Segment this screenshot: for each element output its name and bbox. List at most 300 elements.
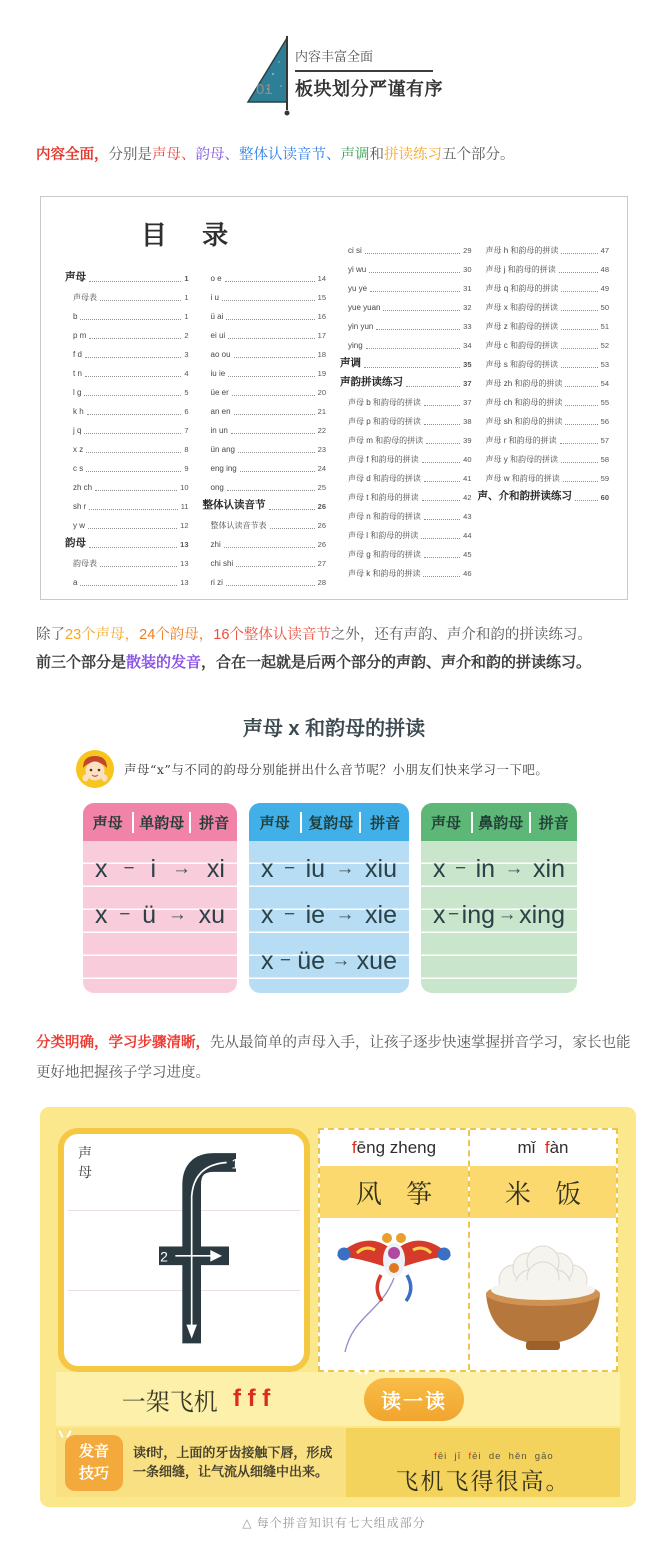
toc-entry-label: c s xyxy=(73,464,84,474)
chart-title: 声母 x 和韵母的拼读 xyxy=(242,718,426,740)
dotted-leader xyxy=(226,319,314,320)
sparkle-icon xyxy=(356,1367,370,1379)
toc-page-number: 37 xyxy=(463,379,472,389)
toc-page-number: 28 xyxy=(317,578,326,588)
toc-column-2 xyxy=(203,265,327,588)
toc-page-number: 32 xyxy=(463,303,472,313)
initial-label: 声母 xyxy=(78,1145,92,1180)
rice-bowl-image xyxy=(470,1220,616,1368)
text-segment: 散装的发音 xyxy=(126,654,202,671)
text-segment: 整体认读音节、 xyxy=(239,147,341,163)
text-segment: f f f xyxy=(232,1385,271,1412)
pinyin-segment: ēi de hěn gāo xyxy=(472,1451,554,1462)
toc-entry-label: 声母 y 和韵母的拼读 xyxy=(485,455,558,465)
toc-page-number: 27 xyxy=(317,559,326,569)
column-header: 复韵母 xyxy=(300,812,359,833)
kite-image xyxy=(321,1220,467,1368)
practice-strip xyxy=(56,1372,620,1426)
toc-entry-label: i u xyxy=(210,293,219,303)
toc-entry-label: chi shi xyxy=(210,559,234,569)
dotted-leader xyxy=(222,300,315,301)
toc-entry xyxy=(478,408,610,427)
text-segment: 内容全面， xyxy=(36,147,109,163)
toc-entry xyxy=(203,265,327,284)
pronunciation-tip-badge: 发音 技巧 xyxy=(65,1435,123,1491)
section-header xyxy=(243,34,463,120)
pinyin-table-compound-finals xyxy=(249,803,409,993)
dotted-leader xyxy=(424,424,460,425)
dotted-leader xyxy=(86,471,181,472)
toc-entry-label: 声母 s 和韵母的拼读 xyxy=(485,360,558,370)
svg-text:2: 2 xyxy=(160,1248,168,1265)
toc-page-number: 1 xyxy=(184,312,189,322)
text-segment: 拼读练习 xyxy=(384,147,442,163)
toc-page-number: 18 xyxy=(317,350,326,360)
toc-left-page xyxy=(65,215,340,588)
toc-page-number: 35 xyxy=(463,360,472,370)
toc-page-number: 17 xyxy=(317,331,326,341)
toc-title: 目 录 xyxy=(140,220,243,250)
toc-entry xyxy=(478,256,610,275)
toc-entry-label: 韵母 xyxy=(65,537,86,550)
toc-entry xyxy=(203,436,327,455)
column-header: 拼音 xyxy=(189,812,237,833)
toc-figure xyxy=(40,196,628,600)
text-segment: 前三个部分是 xyxy=(36,654,127,671)
toc-entry xyxy=(478,332,610,351)
toc-entry xyxy=(340,294,472,313)
dotted-leader xyxy=(224,547,315,548)
toc-page-number: 7 xyxy=(184,426,189,436)
pinyin-row: x − ü → xu xyxy=(95,900,225,929)
toc-page-number: 26 xyxy=(317,502,326,512)
read-aloud-button: 读一读 xyxy=(364,1378,464,1421)
text-segment: 韵母、 xyxy=(195,147,239,163)
dotted-leader xyxy=(87,414,182,415)
toc-page-number: 19 xyxy=(317,369,326,379)
dotted-leader xyxy=(561,367,598,368)
toc-entry xyxy=(340,370,472,389)
dotted-leader xyxy=(234,414,315,415)
toc-page-number: 59 xyxy=(600,474,609,484)
text-segment: 除了 xyxy=(36,627,65,643)
toc-page-number: 14 xyxy=(317,274,326,284)
toc-entry-label: ün ang xyxy=(210,445,235,455)
toc-entry-label: 整体认读音节 xyxy=(202,499,266,512)
dotted-leader xyxy=(100,566,177,567)
toc-page-number: 58 xyxy=(600,455,609,465)
dotted-leader xyxy=(86,452,181,453)
dotted-leader xyxy=(565,405,597,406)
textbook-page-figure xyxy=(40,1107,636,1507)
toc-entry xyxy=(340,389,472,408)
dotted-leader xyxy=(561,348,598,349)
toc-entry xyxy=(340,408,472,427)
toc-entry xyxy=(203,303,327,322)
dotted-leader xyxy=(422,500,460,501)
column-header: 拼音 xyxy=(529,812,577,833)
dotted-leader xyxy=(365,253,460,254)
toc-entry xyxy=(203,341,327,360)
header-divider xyxy=(295,70,433,72)
figure-caption: △ 每个拼音知识有七大组成部分 xyxy=(242,1516,426,1530)
toc-page-number: 54 xyxy=(600,379,609,389)
dotted-leader xyxy=(227,490,315,491)
toc-page-number: 49 xyxy=(600,284,609,294)
dotted-leader xyxy=(80,585,177,586)
toc-page-number: 8 xyxy=(184,445,189,455)
text-segment: ，合在一起就是后两个部分的声韵、声介和韵的拼读练习。 xyxy=(201,654,592,671)
vocab-pinyin xyxy=(320,1130,468,1166)
intro-paragraph xyxy=(36,144,642,166)
toc-entry-label: a xyxy=(73,578,78,588)
dotted-leader xyxy=(561,291,597,292)
toc-page-number: 50 xyxy=(600,303,609,313)
column-header: 单韵母 xyxy=(132,812,189,833)
dotted-leader xyxy=(84,395,181,396)
toc-entry-label: 声母 g 和韵母的拼读 xyxy=(348,550,421,560)
dotted-leader xyxy=(366,348,460,349)
dotted-leader xyxy=(561,462,598,463)
toc-entry-label: 声、介和韵拼读练习 xyxy=(477,490,572,503)
text-segment: 和 xyxy=(369,147,384,163)
dotted-leader xyxy=(561,310,598,311)
dotted-leader xyxy=(100,300,181,301)
toc-entry-label: 声母 c 和韵母的拼读 xyxy=(485,341,558,351)
text-segment: 分类明确，学习步骤清晰， xyxy=(36,1035,210,1051)
dotted-leader xyxy=(228,338,314,339)
dotted-leader xyxy=(406,386,460,387)
toc-page-number: 29 xyxy=(463,246,472,256)
toc-entry-label: p m xyxy=(73,331,87,341)
toc-entry xyxy=(340,237,472,256)
dotted-leader xyxy=(426,443,460,444)
toc-entry-label: y w xyxy=(73,521,85,531)
pinyin-segment: f xyxy=(544,1138,550,1157)
toc-entry xyxy=(340,313,472,332)
toc-entry xyxy=(478,427,610,446)
toc-entry-label: 声母 x 和韵母的拼读 xyxy=(485,303,558,313)
toc-entry xyxy=(65,455,189,474)
text-segment: 之外，还有声韵、声介和韵的拼读练习。 xyxy=(330,627,592,643)
toc-page-number: 16 xyxy=(317,312,326,322)
text-segment: 先从最简单的声母入手，让孩子逐步快速掌握拼音学习，家长也能更好地把握孩子学习进度。 xyxy=(36,1035,631,1081)
toc-entry-label: 声母 xyxy=(65,271,86,284)
toc-entry xyxy=(65,512,189,531)
toc-entry xyxy=(340,522,472,541)
dotted-leader xyxy=(225,281,315,282)
toc-page-number: 13 xyxy=(180,578,189,588)
toc-entry xyxy=(65,322,189,341)
toc-page-number: 2 xyxy=(184,331,189,341)
toc-entry-label: eng ing xyxy=(210,464,237,474)
toc-entry-label: 声调 xyxy=(340,357,361,370)
toc-entry-label: 声母 p 和韵母的拼读 xyxy=(348,417,421,427)
dotted-leader xyxy=(424,405,460,406)
toc-entry xyxy=(65,550,189,569)
toc-entry xyxy=(65,284,189,303)
flag-icon xyxy=(243,34,291,118)
toc-page-number: 26 xyxy=(317,540,326,550)
toc-entry-label: 整体认读音节表 xyxy=(210,521,267,531)
column-header: 鼻韵母 xyxy=(471,812,529,833)
vocab-hanzi: 米 饭 xyxy=(470,1166,616,1218)
toc-page-number: 33 xyxy=(463,322,472,332)
text-segment: 声调 xyxy=(340,147,370,163)
toc-entry-label: 声母 ch 和韵母的拼读 xyxy=(485,398,563,408)
toc-entry-label: ri zi xyxy=(210,578,223,588)
sparkle-icon xyxy=(58,1430,72,1442)
dotted-leader xyxy=(84,433,181,434)
toc-page-number: 43 xyxy=(463,512,472,522)
dotted-leader xyxy=(424,481,460,482)
dotted-leader xyxy=(89,338,181,339)
dotted-leader xyxy=(240,471,315,472)
toc-entry-label: 声母 sh 和韵母的拼读 xyxy=(485,417,563,427)
toc-page-number: 37 xyxy=(463,398,472,408)
letter-panel xyxy=(58,1128,310,1372)
vocab-cell-rice xyxy=(468,1130,616,1370)
pinyin-table-nasal-finals xyxy=(421,803,577,993)
toc-entry xyxy=(340,275,472,294)
toc-entry xyxy=(340,256,472,275)
column-header: 声母 xyxy=(430,814,461,832)
toc-entry xyxy=(478,313,610,332)
toc-page-number: 26 xyxy=(317,521,326,531)
toc-page-number: 10 xyxy=(180,483,189,493)
pronunciation-tip xyxy=(56,1428,346,1497)
dotted-leader xyxy=(424,557,460,558)
pinyin-row: x − iu → xiu xyxy=(261,854,397,883)
dotted-leader xyxy=(369,272,460,273)
toc-page-number: 21 xyxy=(317,407,326,417)
toc-right-page xyxy=(340,215,615,585)
toc-entry xyxy=(65,436,189,455)
toc-entry xyxy=(203,550,327,569)
dotted-leader xyxy=(364,367,460,368)
pinyin-segment: ēi jī xyxy=(437,1451,469,1462)
toc-entry-label: 声母 j 和韵母的拼读 xyxy=(485,265,556,275)
toc-page-number: 40 xyxy=(463,455,472,465)
pinyin-table-single-finals xyxy=(83,803,237,993)
toc-entry xyxy=(65,493,189,512)
bottom-strip xyxy=(56,1428,620,1497)
toc-entry xyxy=(340,484,472,503)
dotted-leader xyxy=(270,528,315,529)
toc-column-4 xyxy=(478,237,610,585)
toc-entry xyxy=(203,493,327,512)
toc-entry xyxy=(203,322,327,341)
dotted-leader xyxy=(231,433,315,434)
toc-entry-label: o e xyxy=(210,274,222,284)
toc-page-number: 41 xyxy=(463,474,472,484)
toc-page-number: 1 xyxy=(184,293,189,303)
toc-entry-label: 声母 t 和韵母的拼读 xyxy=(348,493,419,503)
pinyin-segment: mǐ xyxy=(517,1138,545,1157)
chart-intro-text: 声母“x”与不同的韵母分别能拼出什么音节呢？小朋友们快来学习一下吧。 xyxy=(124,762,549,777)
text-segment: 五个部分。 xyxy=(442,147,515,163)
vocab-cell-kite xyxy=(320,1130,468,1370)
toc-page-number: 57 xyxy=(600,436,609,446)
dotted-leader xyxy=(238,452,315,453)
dotted-leader xyxy=(89,281,181,282)
toc-entry xyxy=(203,474,327,493)
toc-entry-label: 声母 f 和韵母的拼读 xyxy=(348,455,419,465)
dotted-leader xyxy=(234,357,315,358)
column-header: 声母 xyxy=(92,814,123,832)
toc-page-number: 44 xyxy=(463,531,472,541)
dotted-leader xyxy=(565,424,597,425)
girl-avatar-icon xyxy=(76,750,114,788)
dotted-leader xyxy=(561,329,598,330)
dotted-leader xyxy=(376,329,460,330)
toc-entry xyxy=(203,284,327,303)
toc-page-number: 22 xyxy=(317,426,326,436)
dotted-leader xyxy=(422,462,460,463)
text-segment: 一架飞机 xyxy=(121,1387,233,1416)
letter-f-stroke-order xyxy=(124,1142,264,1358)
dotted-leader xyxy=(561,253,597,254)
dotted-leader xyxy=(232,395,315,396)
sentence-pinyin xyxy=(412,1429,553,1462)
toc-entry-label: 声母 zh 和韵母的拼读 xyxy=(485,379,563,389)
column-header: 拼音 xyxy=(359,812,409,833)
toc-page-number: 3 xyxy=(184,350,189,360)
toc-entry-label: 声母 d 和韵母的拼读 xyxy=(348,474,421,484)
toc-entry xyxy=(478,465,610,484)
classification-paragraph xyxy=(36,1028,642,1088)
toc-entry-label: 声母 n 和韵母的拼读 xyxy=(348,512,421,522)
toc-page-number: 5 xyxy=(184,388,189,398)
toc-entry-label: ao ou xyxy=(210,350,231,360)
dotted-leader xyxy=(370,291,460,292)
toc-entry-label: iu ie xyxy=(210,369,226,379)
toc-entry-label: x z xyxy=(73,445,84,455)
svg-text:1: 1 xyxy=(231,1155,240,1172)
toc-page-number: 55 xyxy=(600,398,609,408)
toc-entry xyxy=(203,417,327,436)
toc-entry-label: zhi xyxy=(210,540,221,550)
toc-entry-label: 声韵拼读练习 xyxy=(340,376,403,389)
toc-column-3 xyxy=(340,237,472,585)
toc-entry xyxy=(340,465,472,484)
toc-entry-label: t n xyxy=(73,369,82,379)
text-segment: 23个声母， xyxy=(65,627,140,643)
toc-entry-label: yue yuan xyxy=(348,303,381,313)
toc-page-number: 39 xyxy=(463,436,472,446)
dotted-leader xyxy=(269,509,315,510)
vocab-hanzi: 风 筝 xyxy=(320,1166,468,1218)
toc-entry xyxy=(340,351,472,370)
toc-entry xyxy=(65,569,189,588)
toc-entry xyxy=(340,427,472,446)
toc-entry-label: f d xyxy=(73,350,82,360)
dotted-leader xyxy=(565,386,597,387)
toc-page-number: 13 xyxy=(180,559,189,569)
toc-page-number: 47 xyxy=(600,246,609,256)
dotted-leader xyxy=(85,357,181,358)
toc-entry xyxy=(478,294,610,313)
toc-page-number: 48 xyxy=(600,265,609,275)
toc-entry-label: j q xyxy=(73,426,82,436)
text-segment: 16个整体认读音节 xyxy=(213,627,331,643)
toc-entry xyxy=(340,541,472,560)
dotted-leader xyxy=(559,272,598,273)
summary-paragraph-line1 xyxy=(36,624,642,646)
toc-entry xyxy=(65,379,189,398)
toc-page-number: 31 xyxy=(463,284,472,294)
text-segment: 24个韵母， xyxy=(139,627,214,643)
toc-entry xyxy=(478,484,610,503)
toc-page-number: 12 xyxy=(180,521,189,531)
toc-entry xyxy=(203,455,327,474)
dotted-leader xyxy=(575,500,598,501)
toc-entry xyxy=(65,531,189,550)
toc-entry xyxy=(65,265,189,284)
toc-page-number: 34 xyxy=(463,341,472,351)
column-header: 声母 xyxy=(259,814,290,832)
dotted-leader xyxy=(89,547,177,548)
toc-entry-label: zh ch xyxy=(73,483,93,493)
toc-entry xyxy=(478,370,610,389)
toc-entry-label: 声母 r 和韵母的拼读 xyxy=(485,436,557,446)
dotted-leader xyxy=(80,319,181,320)
dotted-leader xyxy=(226,585,315,586)
toc-page-number: 25 xyxy=(317,483,326,493)
toc-entry-label: 声母 k 和韵母的拼读 xyxy=(348,569,421,579)
toc-entry-label: 声母 b 和韵母的拼读 xyxy=(348,398,421,408)
toc-entry xyxy=(478,275,610,294)
toc-entry-label: k h xyxy=(73,407,84,417)
practice-phrase xyxy=(56,1372,336,1426)
toc-entry xyxy=(203,512,327,531)
dotted-leader xyxy=(88,528,177,529)
toc-page-number: 13 xyxy=(180,540,189,550)
toc-entry xyxy=(203,360,327,379)
toc-entry-label: ying xyxy=(348,341,363,351)
toc-page-number: 30 xyxy=(463,265,472,275)
toc-page-number: 42 xyxy=(463,493,472,503)
pinyin-segment: àn xyxy=(549,1138,569,1157)
toc-page-number: 38 xyxy=(463,417,472,427)
toc-entry xyxy=(203,398,327,417)
pinyin-segment: f xyxy=(351,1138,357,1157)
sentence-zone xyxy=(346,1428,620,1497)
toc-entry-label: in un xyxy=(210,426,228,436)
toc-entry-label: yu ye xyxy=(348,284,368,294)
text-segment: 声母、 xyxy=(152,147,196,163)
toc-entry xyxy=(65,398,189,417)
toc-entry-label: 声母 m 和韵母的拼读 xyxy=(348,436,424,446)
toc-entry xyxy=(203,569,327,588)
dotted-leader xyxy=(563,481,598,482)
dotted-leader xyxy=(236,566,314,567)
text-segment: 分别是 xyxy=(108,147,152,163)
pinyin-row: x − ing → xing xyxy=(433,900,565,929)
toc-entry-label: 声母 l 和韵母的拼读 xyxy=(348,531,419,541)
toc-entry-label: 韵母表 xyxy=(73,559,97,569)
toc-entry xyxy=(478,389,610,408)
toc-entry-label: 声母表 xyxy=(73,293,97,303)
vocab-cells xyxy=(318,1128,618,1372)
toc-page-number: 52 xyxy=(600,341,609,351)
dotted-leader xyxy=(383,310,460,311)
pinyin-row: x − in → xin xyxy=(433,854,565,883)
toc-entry-label: yin yun xyxy=(348,322,374,332)
toc-entry-label: 声母 w 和韵母的拼读 xyxy=(485,474,560,484)
dotted-leader xyxy=(421,538,460,539)
pinyin-row: x − ie → xie xyxy=(261,900,397,929)
